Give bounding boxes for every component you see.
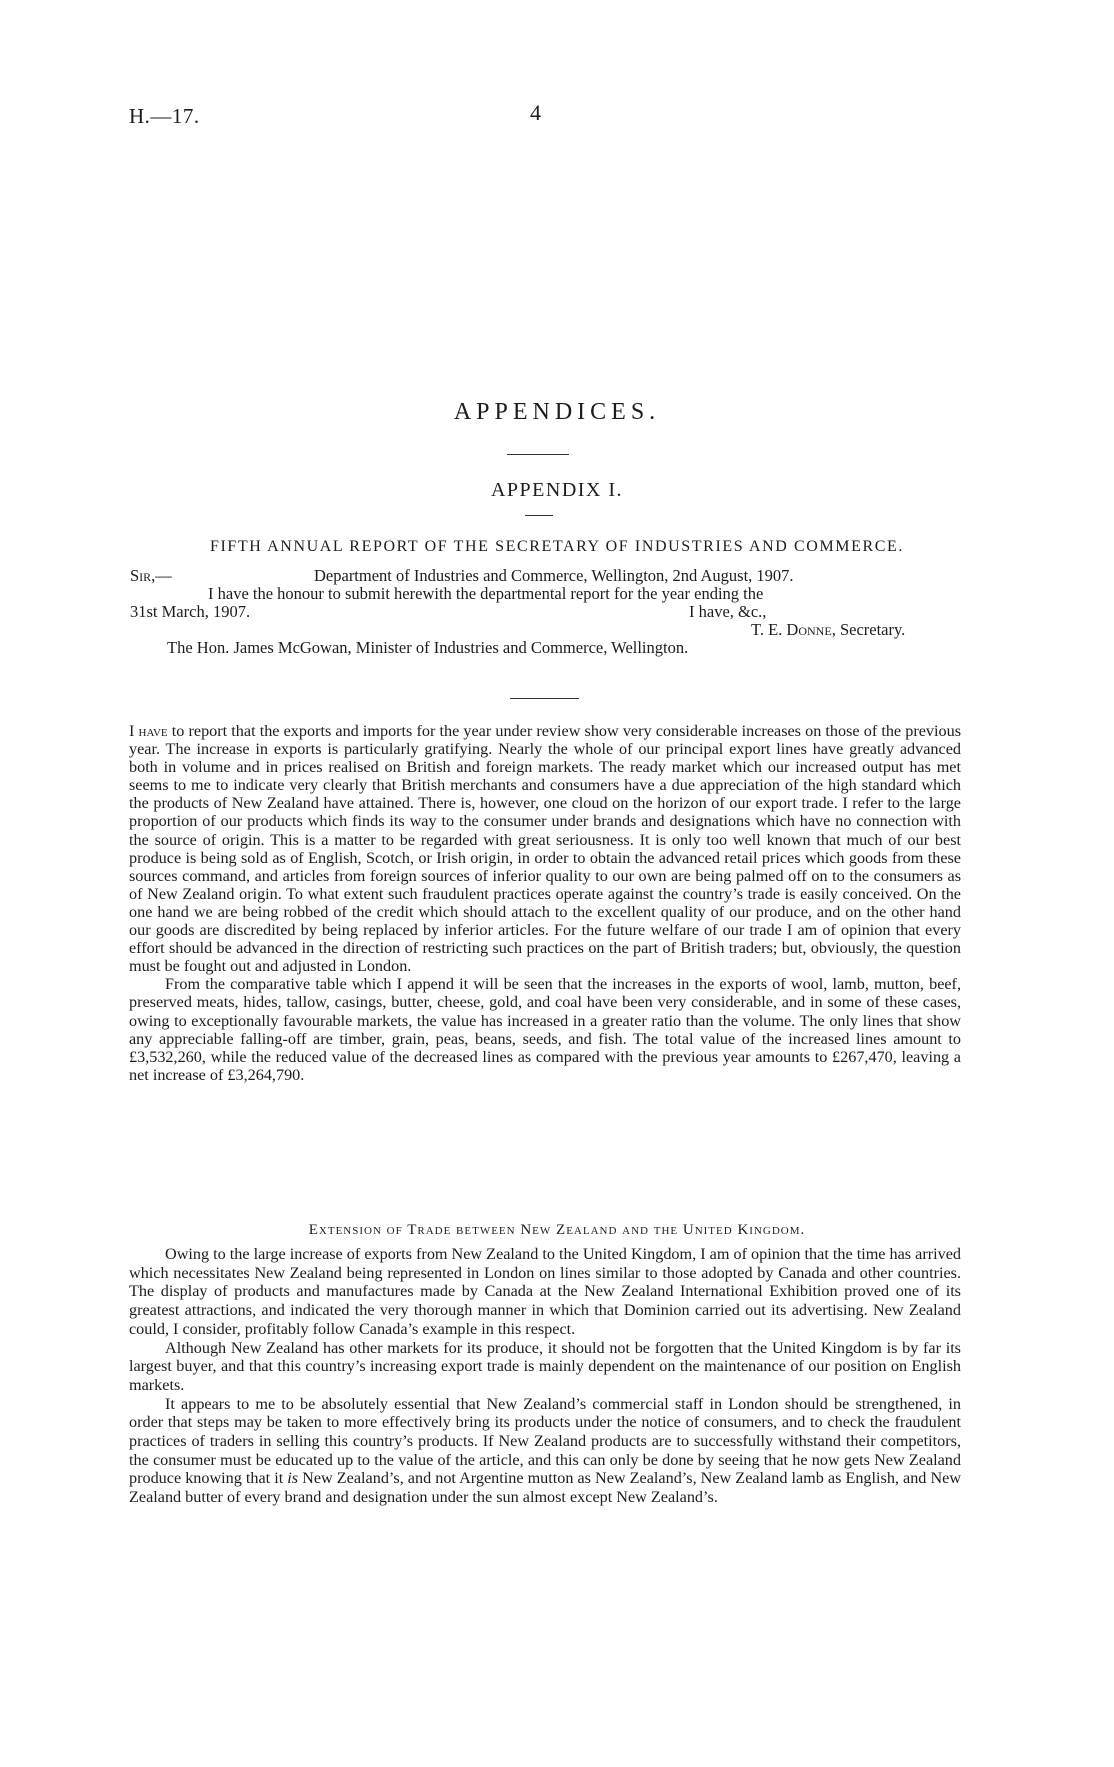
report-title: FIFTH ANNUAL REPORT OF THE SECRETARY OF INDUSTRIES AND COMMERCE. [209,538,904,555]
body-paragraph [129,1395,961,1507]
body-paragraph [129,722,961,975]
section-body [129,1245,961,1507]
letter-body-line: 31st March, 1907. [130,602,251,621]
report-body [129,722,961,1084]
letter-body-line: I have the honour to submit herewith the departmental report for the year ending the [208,584,764,603]
paragraph-text: New Zealand’s, and not Argentine mutton as New Zealand’s, New Zealand lamb as English, and New Zealand butter of every brand and designation under the sun almost except New Zealand’s. [129,1469,962,1507]
letter-divider [510,698,579,699]
emphasis-text: is [287,1469,299,1488]
letter-address: Department of Industries and Commerce, Wellington, 2nd August, 1907. [314,566,794,585]
body-paragraph: Owing to the large increase of exports from New Zealand to the United Kingdom, I am of opinion that the time has arrived which necessitates New Zealand being represented in London on lines similar to those adopted by Canada and other countries. The display of products and manufactures made by Canada at the New Zealand International Exhibition proved one of its greatest attractions, and indicated the very thorough manner in which that Dominion carried out its advertising. New Zealand could, I consider, profitably follow Canada’s example in this respect. [129,1245,961,1338]
page-title: APPENDICES. [453,399,661,425]
body-paragraph: From the comparative table which I append it will be seen that the increases in the exports of wool, lamb, mutton, beef, preserved meats, hides, tallow, casings, butter, cheese, gold, and coal have been very considerable, and in some of these cases, owing to exceptionally favourable markets, the value has increased in a greater ratio than the volume. The only lines that show any appreciable falling-off are timber, grain, peas, beans, seeds, and fish. The total value of the increased lines amount to £3,532,260, while the reduced value of the decreased lines as compared with the previous year amounts to £267,470, leaving a net increase of £3,264,790. [129,975,961,1084]
signature-name: T. E. Donne [751,620,832,639]
paragraph-text: to report that the exports and imports for the year under review show very considerable increases on those of the previous year. The increase in exports is particularly gratifying. Nearly the whole of our principal export lines have greatly advanced both in volume and in prices realised on British and foreign markets. The ready market which our increased output has met seems to me to indicate very clearly that British merchants and consumers have a due appreciation of the high standard which the products of New Zealand have attained. There is, however, one cloud on the horizon of our export trade. I refer to the large proportion of our products which finds its way to the consumer under brands and designations which have no connection with the source of origin. This is a matter to be regarded with great seriousness. It is only too well known that much of our best produce is being sold as of English, Scotch, or Irish origin, in order to obtain the advanced retail prices which goods from these sources command, and articles from foreign sources of inferior quality to our own are being palmed off on to the consumers as of New Zealand origin. To what extent such fraudulent practices operate against the country’s trade is easily conceived. On the one hand we are being robbed of the credit which should attach to the excellent quality of our produce, and on the other hand our goods are discredited by being replaced by inferior articles. For the future welfare of our trade I am of opinion that every effort should be advanced in the direction of restricting such practices on the part of British traders; but, obviously, the question must be fought out and adjusted in London. [129,722,961,976]
paragraph-text: It appears to me to be absolutely essential that New Zealand’s commercial staff in London should be strengthened, in order that steps may be taken to more effectively bring its products under the notice of consumers, and to check the fraudulent practices of traders in selling this country’s products. If New Zealand products are to successfully withstand their competitors, the consumer must be educated up to the value of the article, and this can only be done by seeing that he now gets New Zealand produce knowing that it [129,1394,961,1488]
document-reference: H.—17. [129,104,200,128]
letter-signature [751,620,905,640]
letter-recipient: The Hon. James McGowan, Minister of Industries and Commerce, Wellington. [167,638,689,657]
title-divider [507,454,569,455]
subtitle-divider [525,515,553,516]
body-paragraph: Although New Zealand has other markets for its produce, it should not be forgotten that the United Kingdom is by far its largest buyer, and that this country’s increasing export trade is mainly dependent on the maintenance of our position on English markets. [129,1338,961,1394]
signature-title: , Secretary. [831,620,906,639]
appendix-subtitle: APPENDIX I. [490,479,624,501]
letter-closing: I have, &c., [689,602,767,621]
paragraph-lead: I have [129,722,168,740]
letter-salutation: Sir,— [130,566,172,585]
page-number: 4 [530,100,541,125]
section-heading: Extension of Trade between New Zealand and the United Kingdom. [308,1222,806,1238]
